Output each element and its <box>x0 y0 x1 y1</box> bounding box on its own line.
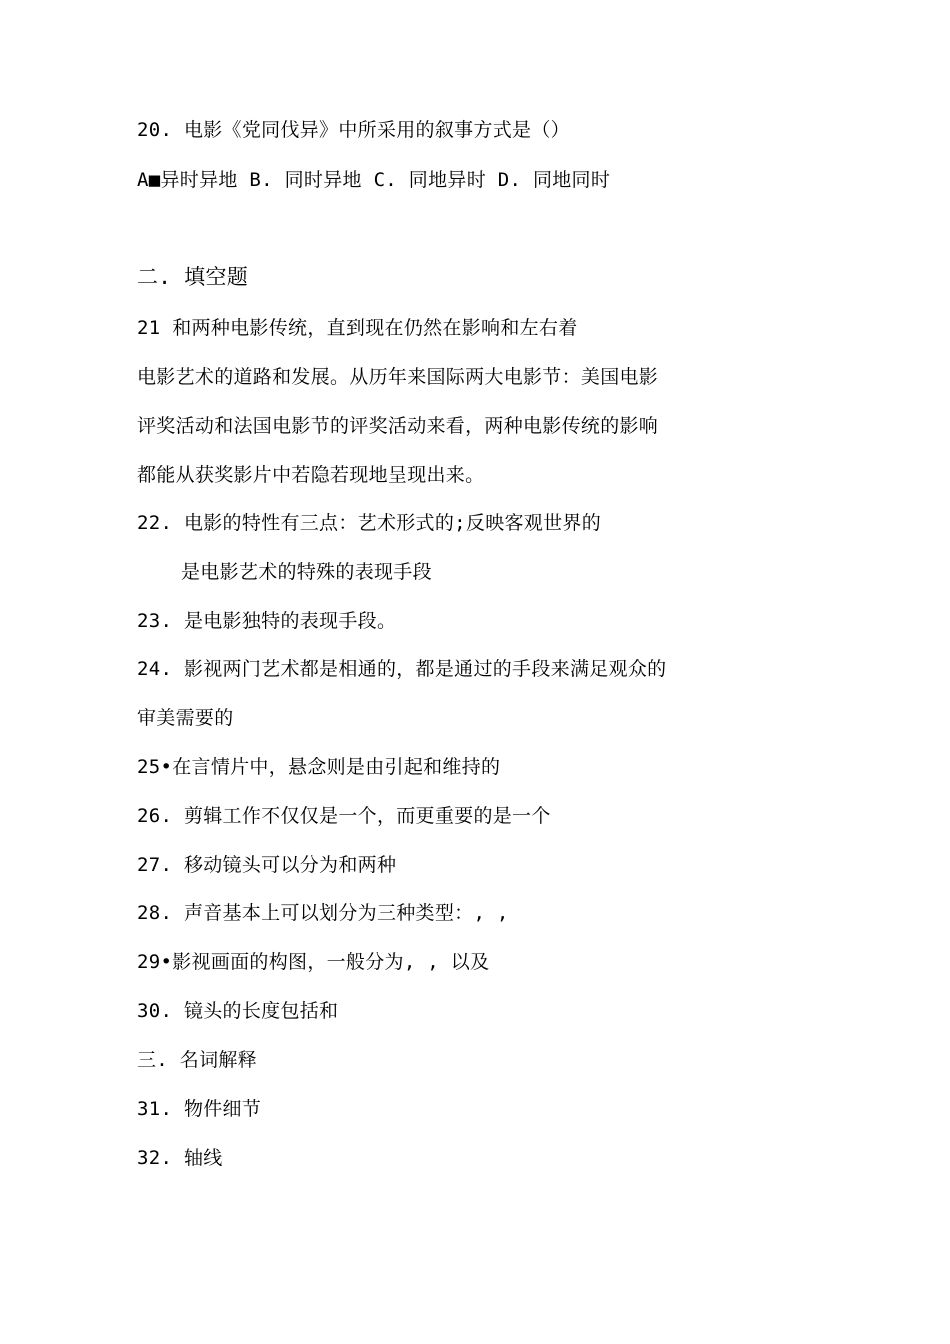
question-20-options: A■异时异地 B. 同时异地 C. 同地异时 D. 同地同时 <box>137 169 611 191</box>
section-3-title: 三. 名词解释 <box>137 1049 257 1071</box>
question-21-line-2: 电影艺术的道路和发展。从历年来国际两大电影节：美国电影 <box>137 366 659 388</box>
question-27: 27. 移动镜头可以分为和两种 <box>137 854 397 876</box>
question-21-line-4: 都能从获奖影片中若隐若现地呈现出来。 <box>137 464 485 486</box>
question-32: 32. 轴线 <box>137 1147 223 1169</box>
question-22-line-1: 22. 电影的特性有三点：艺术形式的;反映客观世界的 <box>137 512 601 534</box>
question-28: 28. 声音基本上可以划分为三种类型：, , <box>137 902 509 924</box>
question-26: 26. 剪辑工作不仅仅是一个，而更重要的是一个 <box>137 805 551 827</box>
question-31: 31. 物件细节 <box>137 1098 262 1120</box>
question-22-line-2: 是电影艺术的特殊的表现手段 <box>181 561 432 583</box>
question-30: 30. 镜头的长度包括和 <box>137 1000 339 1022</box>
question-25: 25•在言情片中，悬念则是由引起和维持的 <box>137 756 501 778</box>
question-29: 29•影视画面的构图，一般分为, , 以及 <box>137 951 490 973</box>
question-24-line-2: 审美需要的 <box>137 707 234 729</box>
question-21-line-3: 评奖活动和法国电影节的评奖活动来看，两种电影传统的影响 <box>137 415 659 437</box>
question-23: 23. 是电影独特的表现手段。 <box>137 610 397 632</box>
question-21-line-1: 21 和两种电影传统，直到现在仍然在影响和左右着 <box>137 317 578 339</box>
question-20-stem: 20. 电影《党同伐异》中所采用的叙事方式是（） <box>137 119 570 141</box>
section-2-title: 二. 填空题 <box>137 265 249 289</box>
question-24-line-1: 24. 影视两门艺术都是相通的，都是通过的手段来满足观众的 <box>137 658 667 680</box>
